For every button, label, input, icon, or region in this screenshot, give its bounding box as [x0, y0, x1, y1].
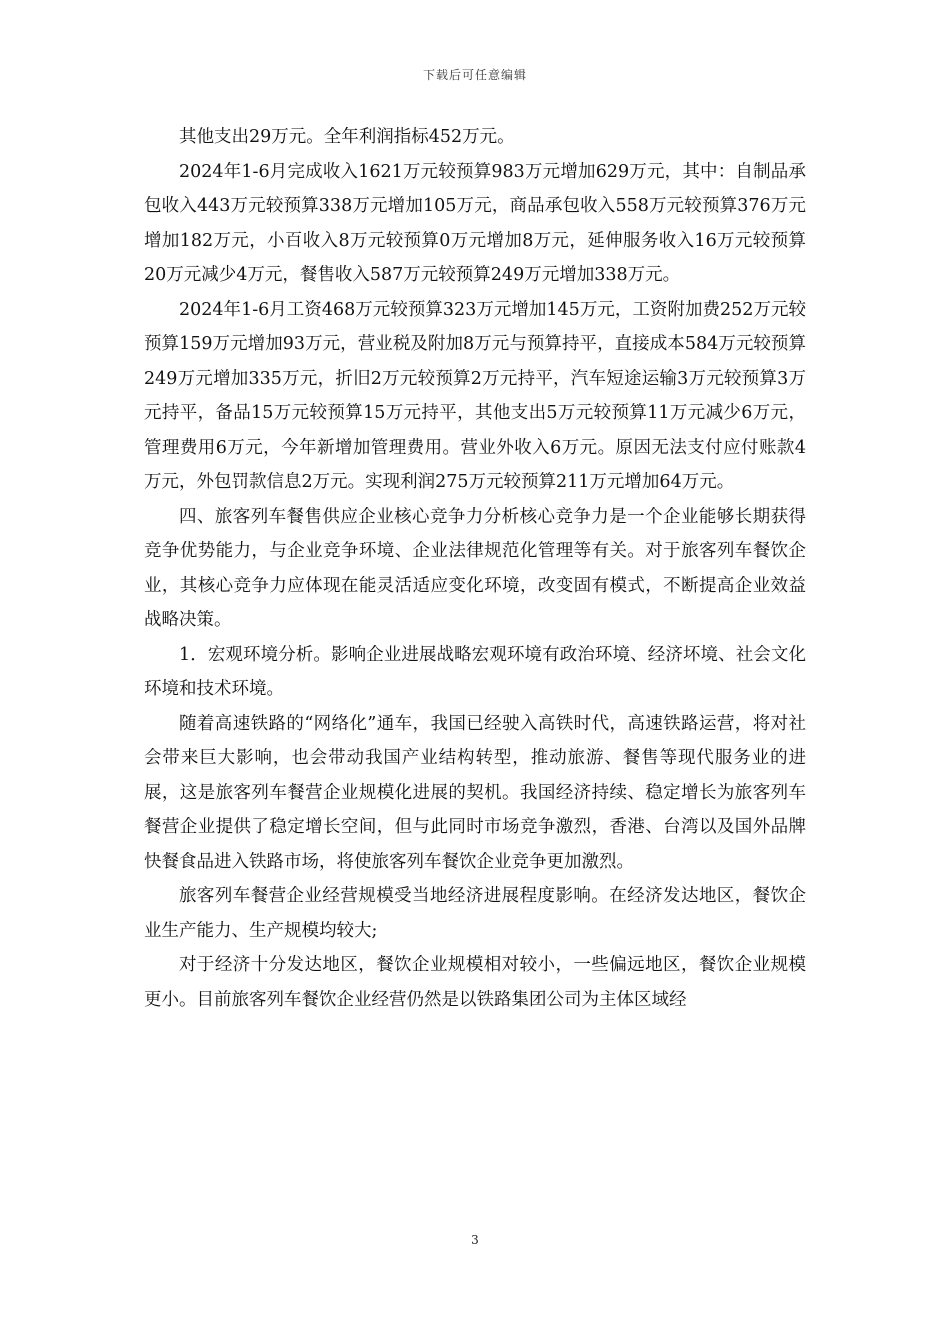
paragraph-high-speed-rail: 随着高速铁路的“网络化”通车，我国已经驶入高铁时代，高速铁路运营，将对社会带来巨大影响，也会带动我国产业结构转型，推动旅游、餐售等现代服务业的进展，这是旅客列车餐营企业规模化进展的契机。我国经济持续、稳定增长为旅客列车餐营企业提供了稳定增长空间，但与此同时市场竞争激烈，香港、台湾以及国外品牌快餐食品进入铁路市场，将使旅客列车餐饮企业竞争更加激烈。: [144, 713, 806, 872]
page-number: 3: [471, 1233, 479, 1247]
document-body: [144, 120, 806, 1017]
paragraph-revenue: 2024年1-6月完成收入1621万元较预算983万元增加629万元，其中：自制品承包收入443万元较预算338万元增加105万元，商品承包收入558万元较预算376万元增加182万元，小百收入8万元较预算0万元增加8万元，延伸服务收入16万元较预算20万元减少4万元，餐售收入587万元较预算249万元增加338万元。: [144, 161, 806, 285]
paragraph-continuation: 其他支出29万元。全年利润指标452万元。: [179, 127, 515, 147]
paragraph-expenses: 2024年1-6月工资468万元较预算323万元增加145万元，工资附加费252万元较预算159万元增加93万元，营业税及附加8万元与预算持平，直接成本584万元较预算249万元增加335万元，折旧2万元较预算2万元持平，汽车短途运输3万元较预算3万元持平，备品15万元较预算15万元持平，其他支出5万元较预算11万元减少6万元，管理费用6万元，今年新增加管理费用。营业外收入6万元。原因无法支付应付账款4万元，外包罚款信息2万元。实现利润275万元较预算211万元增加64万元。: [144, 299, 806, 492]
paragraph-less-developed: 对于经济十分发达地区，餐饮企业规模相对较小，一些偏远地区，餐饮企业规模更小。目前旅客列车餐饮企业经营仍然是以铁路集团公司为主体区域经: [144, 955, 806, 1010]
paragraph-regional-scale: 旅客列车餐营企业经营规模受当地经济进展程度影响。在经济发达地区，餐饮企业生产能力、生产规模均较大;: [144, 886, 806, 941]
page-header: 下载后可任意编辑: [422, 68, 527, 82]
paragraph-macro-environment: 1．宏观环境分析。影响企业进展战略宏观环境有政治环境、经济坏境、社会文化环境和技术环境。: [144, 644, 806, 699]
paragraph-core-competitiveness: 四、旅客列车餐售供应企业核心竞争力分析核心竞争力是一个企业能够长期获得竞争优势能力，与企业竞争环境、企业法律规范化管理等有关。对于旅客列车餐饮企业，其核心竞争力应体现在能灵活适应变化环境，改变固有模式，不断提高企业效益战略决策。: [144, 506, 806, 630]
